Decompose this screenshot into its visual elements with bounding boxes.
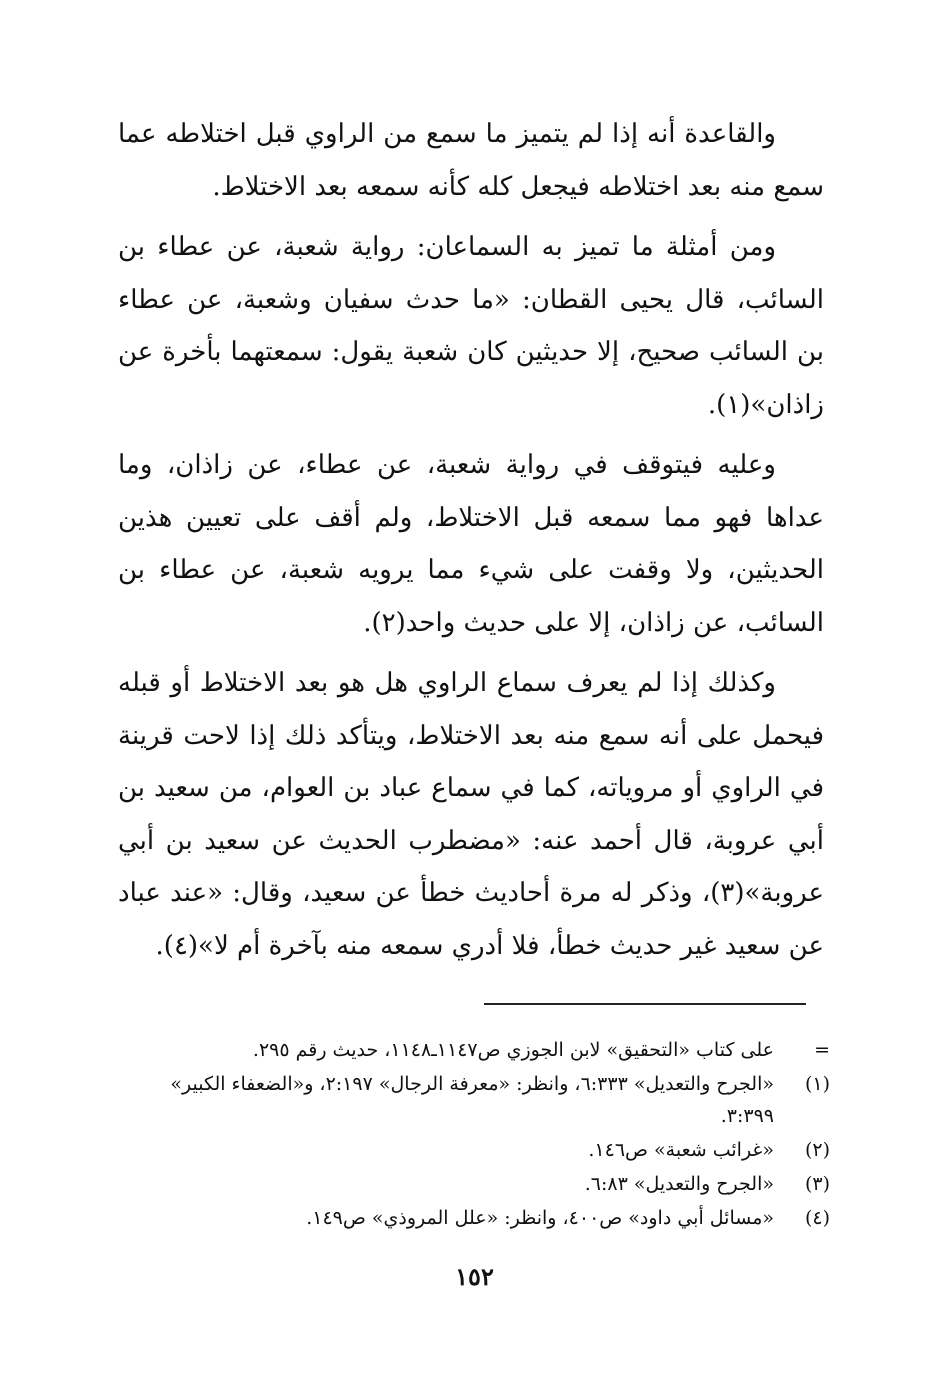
footnote-text: «مسائل أبي داود» ص٤٠٠، وانظر: «علل المروذي» ص١٤٩. [306, 1207, 774, 1229]
footnote-text: على كتاب «التحقيق» لابن الجوزي ص١١٤٧ـ١١٤٨، حديث رقم ٢٩٥. [252, 1039, 774, 1061]
footnote-3 [118, 1168, 830, 1200]
footnote-2 [118, 1134, 830, 1166]
footnote-text: «الجرح والتعديل» ٦:٨٣. [584, 1173, 774, 1195]
footnote-mark: (٣) [804, 1173, 830, 1195]
footnote-mark: = [814, 1039, 830, 1061]
footnote-continued [118, 1034, 830, 1066]
footnote-text: «الجرح والتعديل» ٦:٣٣٣، وانظر: «معرفة الرجال» ٢:١٩٧، و«الضعفاء الكبير» ٣:٣٩٩. [170, 1073, 774, 1127]
paragraph-1: والقاعدة أنه إذا لم يتميز ما سمع من الراوي قبل اختلاطه عما سمع منه بعد اختلاطه فيجعل كله كأنه سمعه بعد الاختلاط. [118, 119, 824, 202]
paragraph-2: ومن أمثلة ما تميز به السماعان: رواية شعبة، عن عطاء بن السائب، قال يحيى القطان: «ما حدث سفيان وشعبة، عن عطاء بن السائب صحيح، إلا حديثين كان شعبة يقول: سمعتهما بأخرة عن زاذان»(١). [118, 232, 824, 420]
main-text [118, 108, 824, 980]
footnote-mark: (١) [804, 1073, 830, 1095]
footnote-4 [118, 1202, 830, 1234]
page-number: ١٥٢ [455, 1262, 494, 1291]
footnote-text: «غرائب شعبة» ص١٤٦. [588, 1139, 774, 1161]
footnote-mark: (٤) [804, 1207, 830, 1229]
paragraph-3: وعليه فيتوقف في رواية شعبة، عن عطاء، عن زاذان، وما عداها فهو مما سمعه قبل الاختلاط، ولم أقف على تعيين هذين الحديثين، ولا وقفت على شيء مما يرويه شعبة، عن عطاء بن السائب، عن زاذان، إلا على حديث واحد(٢). [118, 450, 824, 638]
footnotes [118, 1034, 830, 1236]
footnote-separator [484, 1003, 806, 1005]
footnote-mark: (٢) [804, 1139, 830, 1161]
footnote-1 [118, 1068, 830, 1132]
paragraph-4: وكذلك إذا لم يعرف سماع الراوي هل هو بعد الاختلاط أو قبله فيحمل على أنه سمع منه بعد الاختلاط، ويتأكد ذلك إذا لاحت قرينة في الراوي أو مروياته، كما في سماع عباد بن العوام، من سعيد بن أبي عروبة، قال أحمد عنه: «مضطرب الحديث عن سعيد بن أبي عروبة»(٣)، وذكر له مرة أحاديث خطأ عن سعيد، وقال: «عند عباد عن سعيد غير حديث خطأ، فلا أدري سمعه منه بآخرة أم لا»(٤). [118, 668, 824, 961]
